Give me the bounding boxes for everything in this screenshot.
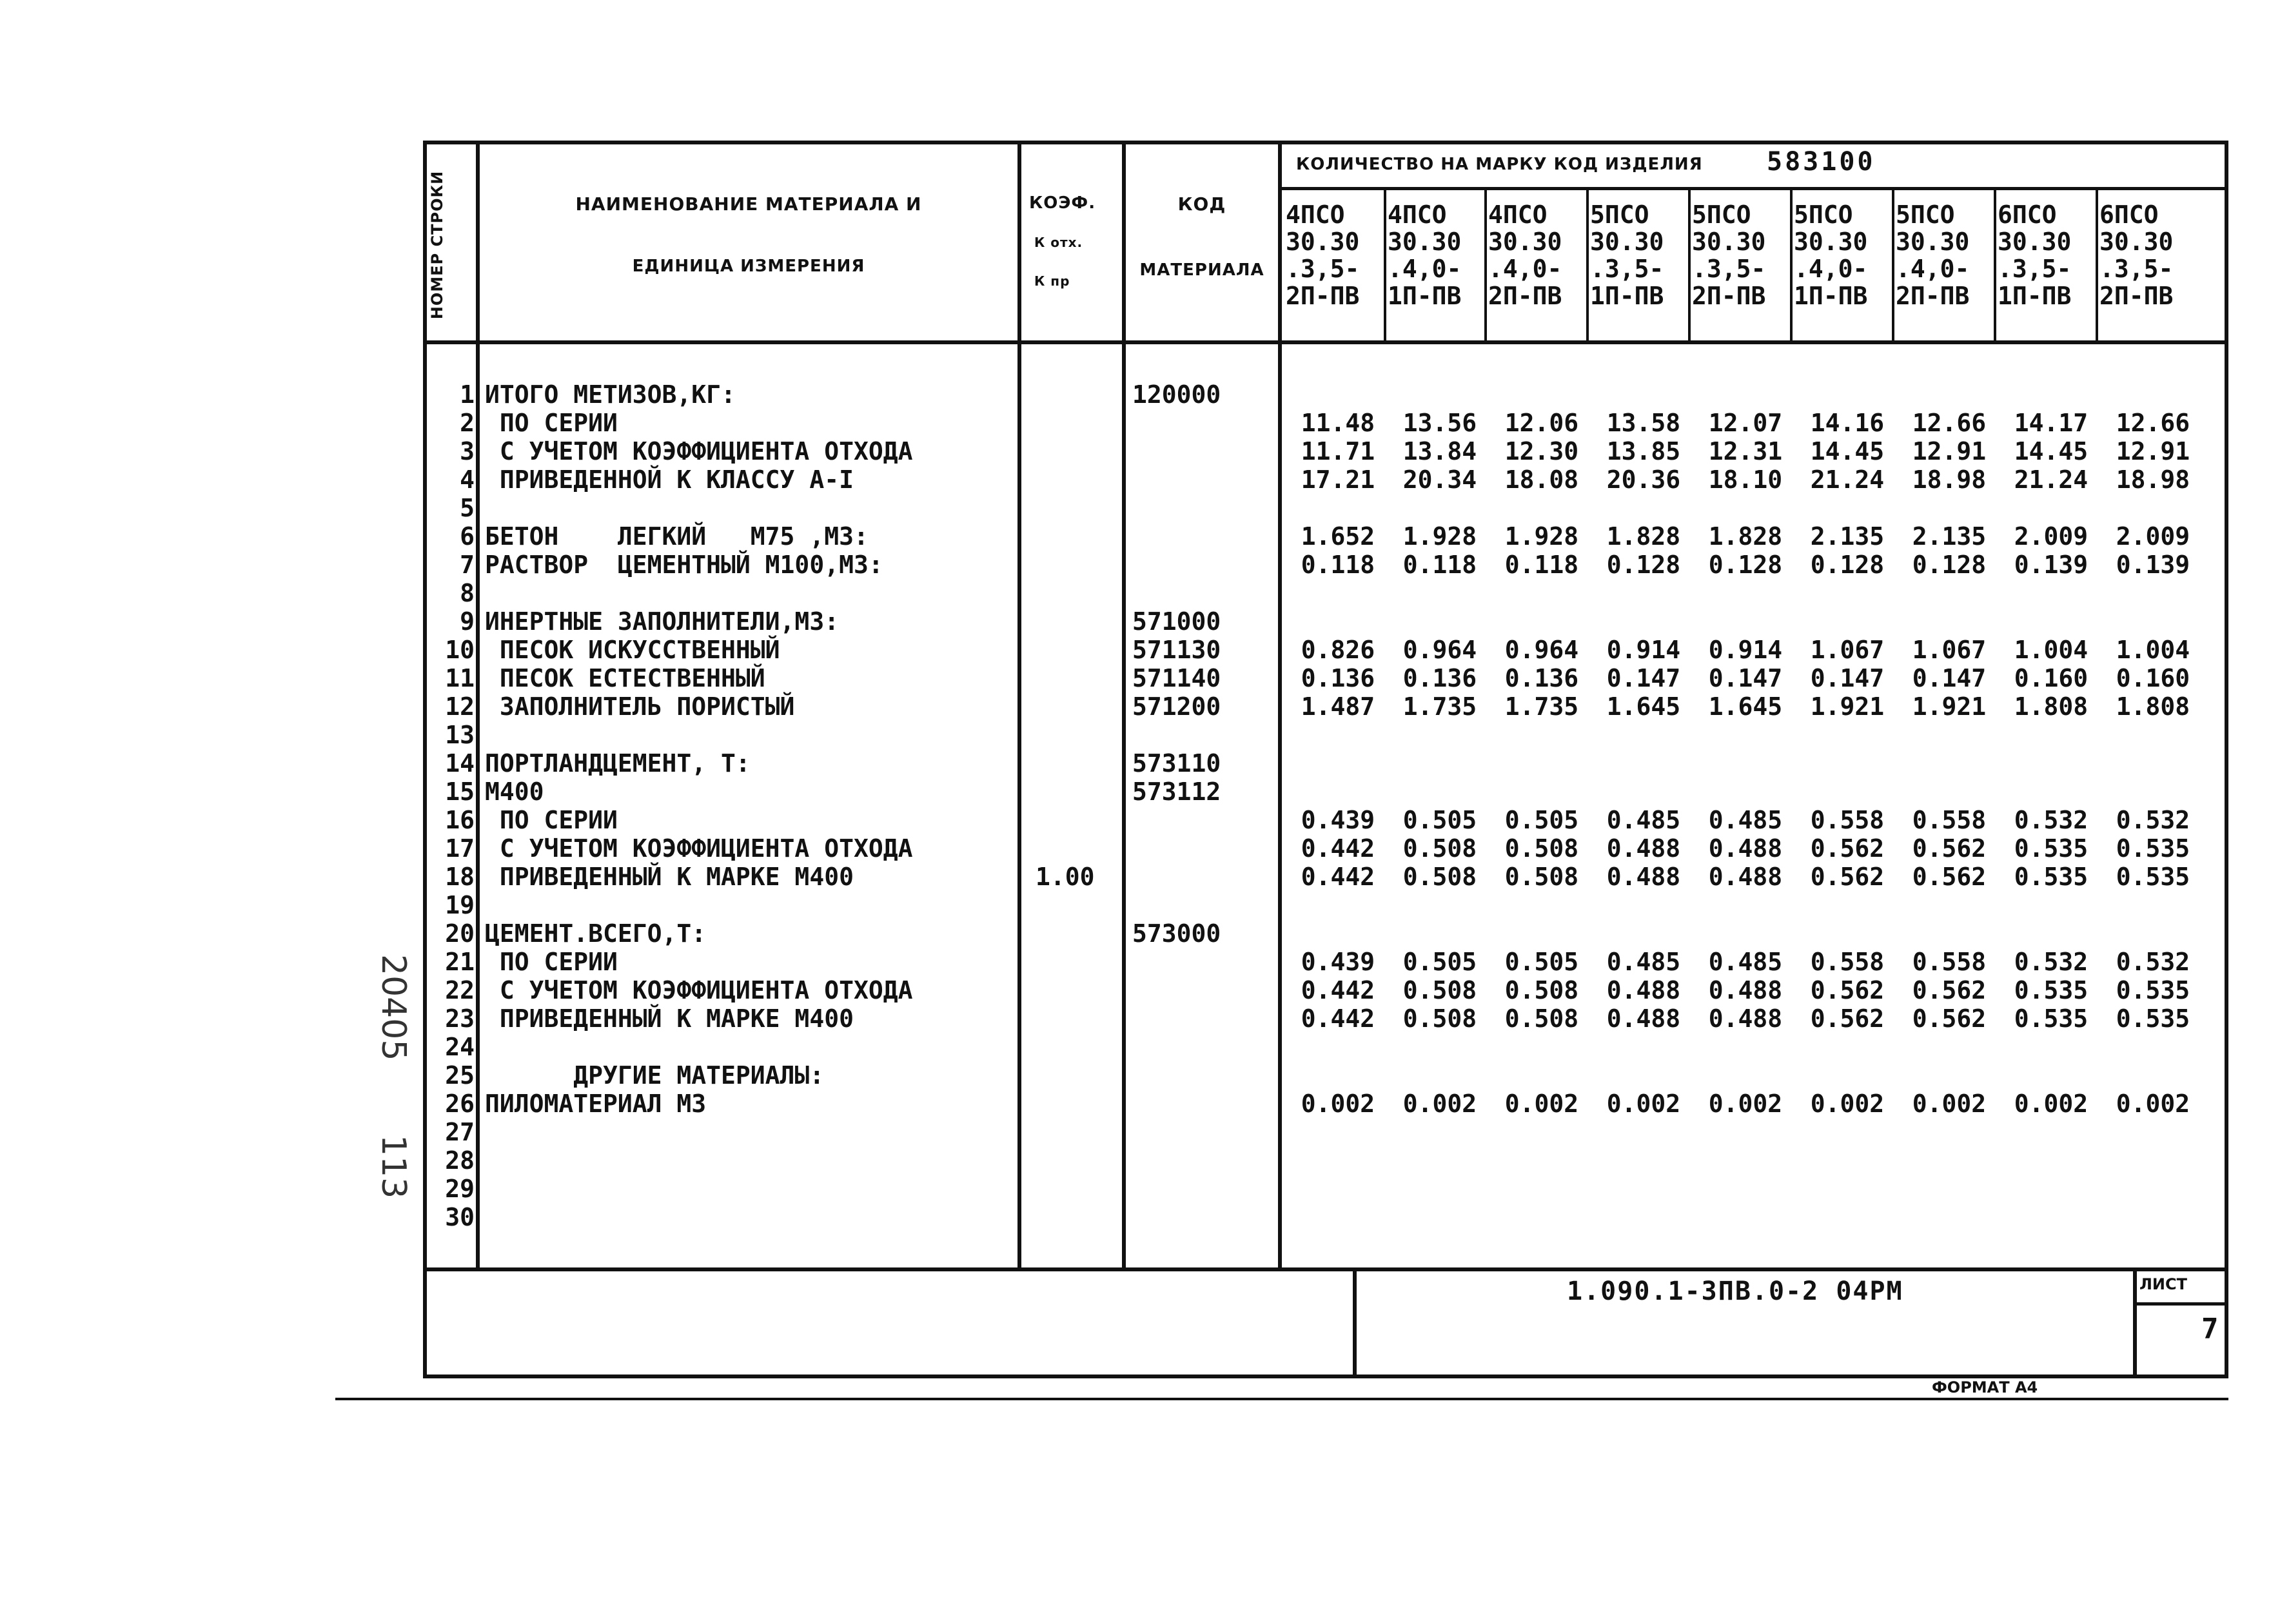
row-number: 17 [445,834,475,863]
quantity-cell: 0.136 [1504,664,1579,692]
product-header-line: .4,0- [1388,255,1462,283]
quantity-cell: 1.652 [1301,522,1375,551]
material-name: БЕТОН ЛЕГКИЙ М75 ,М3: [485,522,869,551]
quantity-cell: 0.442 [1301,863,1375,891]
quantity-cell: 0.002 [1402,1090,1477,1118]
quantity-cell: 0.439 [1301,948,1375,976]
row-number: 8 [460,579,475,607]
quantity-cell: 0.535 [2014,976,2088,1004]
quantity-cell: 0.826 [1301,636,1375,664]
material-name: С УЧЕТОМ КОЭФФИЦИЕНТА ОТХОДА [485,437,913,465]
coef-header-line1: КОЭФ. [1029,193,1096,213]
row-number: 23 [445,1004,475,1033]
quantity-cell: 0.535 [2116,834,2190,863]
product-header-line: .4,0- [1794,255,1868,283]
product-header-line: 2П-ПВ [1488,282,1562,310]
product-col-divider [1994,188,1996,342]
quantity-cell: 14.45 [1810,437,1885,465]
material-name: ПИЛОМАТЕРИАЛ М3 [485,1090,707,1118]
footer-sheet-divider [2133,1267,2137,1378]
material-code: 120000 [1132,380,1221,409]
page-base-line [335,1398,2228,1400]
header-divider [423,340,2228,344]
quantity-cell: 0.508 [1504,976,1579,1004]
product-header-line: 1П-ПВ [1590,282,1664,310]
quantity-cell: 0.442 [1301,1004,1375,1033]
quantity-cell: 0.558 [1912,806,1987,834]
row-number: 15 [445,778,475,806]
product-header-line: 5ПСО [1896,201,1955,229]
quantity-cell: 0.558 [1810,806,1885,834]
quantity-cell: 0.160 [2014,664,2088,692]
product-header-line: 30.30 [1998,228,2072,256]
row-number: 11 [445,664,475,692]
product-header-line: 30.30 [1692,228,1766,256]
quantity-cell: 0.147 [1810,664,1885,692]
row-number: 16 [445,806,475,834]
product-column-header [1488,201,1562,309]
quantity-cell: 0.139 [2116,551,2190,579]
product-column-header [1590,201,1664,309]
quantity-cell: 0.139 [2014,551,2088,579]
quantity-cell: 0.118 [1301,551,1375,579]
quantity-cell: 0.118 [1504,551,1579,579]
material-code: 571200 [1132,692,1221,721]
quantity-cell: 0.505 [1402,806,1477,834]
quantity-cell: 0.535 [2116,976,2190,1004]
quantity-cell: 1.067 [1912,636,1987,664]
quantity-cell: 12.30 [1504,437,1579,465]
row-number: 7 [460,551,475,579]
material-code: 571130 [1132,636,1221,664]
product-header-line: 30.30 [2099,228,2174,256]
product-header-line: 2П-ПВ [1692,282,1766,310]
quantity-cell: 12.66 [1912,409,1987,437]
row-number-header: НОМЕР СТРОКИ [428,170,446,320]
product-header-line: .3,5- [1590,255,1664,283]
product-header-line: 30.30 [1794,228,1868,256]
quantity-cell: 1.735 [1504,692,1579,721]
quantity-cell: 0.508 [1402,1004,1477,1033]
row-number: 27 [445,1118,475,1146]
product-col-divider [1892,188,1894,342]
quantity-cell: 1.067 [1810,636,1885,664]
product-column-header [2099,201,2173,309]
quantity-cell: 0.488 [1708,863,1783,891]
quantity-cell: 0.562 [1810,834,1885,863]
product-column-header [1692,201,1765,309]
quantity-cell: 0.488 [1708,1004,1783,1033]
quantity-cell: 0.147 [1606,664,1681,692]
row-number: 25 [445,1061,475,1090]
quantity-cell: 0.488 [1606,863,1681,891]
quantity-cell: 0.508 [1504,834,1579,863]
quantity-header-divider [1282,187,2228,190]
quantity-cell: 0.505 [1504,948,1579,976]
quantity-cell: 0.002 [1504,1090,1579,1118]
quantity-cell: 0.442 [1301,834,1375,863]
material-name: ПРИВЕДЕННЫЙ К МАРКЕ М400 [485,1004,854,1033]
material-name: ПЕСОК ЕСТЕСТВЕННЫЙ [485,664,765,692]
quantity-cell: 0.488 [1606,1004,1681,1033]
quantity-cell: 0.128 [1708,551,1783,579]
material-name: ИТОГО МЕТИЗОВ,КГ: [485,380,736,409]
quantity-cell: 0.964 [1504,636,1579,664]
product-header-line: 5ПСО [1692,201,1751,229]
product-header-line: 30.30 [1388,228,1462,256]
quantity-cell: 1.828 [1606,522,1681,551]
col-divider-rownum [476,141,480,1269]
quantity-cell: 0.147 [1912,664,1987,692]
format-label: ФОРМАТ А4 [1932,1378,2038,1396]
quantity-cell: 2.009 [2014,522,2088,551]
row-number: 30 [445,1203,475,1231]
quantity-cell: 17.21 [1301,465,1375,494]
quantity-cell: 13.84 [1402,437,1477,465]
quantity-cell: 18.98 [2116,465,2190,494]
quantity-cell: 1.645 [1606,692,1681,721]
quantity-cell: 0.002 [2116,1090,2190,1118]
material-name-header-line2: ЕДИНИЦА ИЗМЕРЕНИЯ [632,257,865,276]
coef-header-line2: К отх. [1034,235,1083,250]
product-column-header [1286,201,1359,309]
row-number: 24 [445,1033,475,1061]
col-divider-name [1017,141,1021,1269]
quantity-cell: 0.128 [1912,551,1987,579]
quantity-cell: 1.828 [1708,522,1783,551]
material-name: ПО СЕРИИ [485,806,618,834]
quantity-cell: 0.128 [1810,551,1885,579]
material-name: РАСТВОР ЦЕМЕНТНЫЙ М100,М3: [485,551,883,579]
quantity-cell: 12.06 [1504,409,1579,437]
product-column-header [1998,201,2071,309]
row-number: 13 [445,721,475,749]
material-name: М400 [485,778,544,806]
row-number: 9 [460,607,475,636]
quantity-cell: 0.532 [2116,948,2190,976]
material-name: ДРУГИЕ МАТЕРИАЛЫ: [485,1061,825,1090]
code-header-line2: МАТЕРИАЛА [1139,260,1264,280]
quantity-cell: 0.535 [2014,1004,2088,1033]
material-code: 573000 [1132,919,1221,948]
coefficient: 1.00 [1036,863,1095,891]
material-name-header-line1: НАИМЕНОВАНИЕ МАТЕРИАЛА И [575,193,922,215]
quantity-cell: 1.487 [1301,692,1375,721]
quantity-cell: 0.532 [2014,806,2088,834]
quantity-cell: 1.004 [2014,636,2088,664]
material-name: ЗАПОЛНИТЕЛЬ ПОРИСТЫЙ [485,692,795,721]
product-header-line: 1П-ПВ [1388,282,1462,310]
product-header-line: .3,5- [2099,255,2174,283]
quantity-cell: 0.002 [1301,1090,1375,1118]
quantity-cell: 0.002 [1912,1090,1987,1118]
quantity-cell: 0.147 [1708,664,1783,692]
quantity-cell: 0.442 [1301,976,1375,1004]
quantity-cell: 0.562 [1912,1004,1987,1033]
quantity-cell: 0.002 [1708,1090,1783,1118]
product-header-line: 4ПСО [1488,201,1548,229]
quantity-cell: 1.645 [1708,692,1783,721]
quantity-cell: 0.964 [1402,636,1477,664]
quantity-cell: 0.562 [1912,976,1987,1004]
quantity-cell: 11.71 [1301,437,1375,465]
material-code: 571000 [1132,607,1221,636]
product-header-line: 5ПСО [1794,201,1853,229]
product-header-line: 4ПСО [1286,201,1345,229]
product-header-line: .4,0- [1488,255,1562,283]
product-col-divider [1484,188,1487,342]
product-header-line: .4,0- [1896,255,1970,283]
quantity-cell: 0.532 [2116,806,2190,834]
quantity-cell: 2.135 [1810,522,1885,551]
material-name: ПО СЕРИИ [485,948,618,976]
quantity-cell: 0.002 [1606,1090,1681,1118]
quantity-cell: 0.562 [1810,1004,1885,1033]
code-header-line1: КОД [1177,193,1226,215]
quantity-cell: 11.48 [1301,409,1375,437]
quantity-cell: 18.08 [1504,465,1579,494]
material-name: ИНЕРТНЫЕ ЗАПОЛНИТЕЛИ,М3: [485,607,840,636]
quantity-cell: 0.508 [1504,863,1579,891]
quantity-cell: 0.118 [1402,551,1477,579]
row-number: 3 [460,437,475,465]
quantity-cell: 0.535 [2116,1004,2190,1033]
row-number: 6 [460,522,475,551]
row-number: 26 [445,1090,475,1118]
quantity-cell: 0.505 [1402,948,1477,976]
quantity-cell: 1.921 [1810,692,1885,721]
coef-header-line3: К пр [1034,273,1070,289]
quantity-cell: 0.558 [1810,948,1885,976]
row-number: 28 [445,1146,475,1175]
quantity-cell: 0.488 [1708,976,1783,1004]
document-code: 1.090.1-3ПВ.0-2 04РМ [1567,1277,1903,1306]
material-name: ПРИВЕДЕННЫЙ К МАРКЕ М400 [485,863,854,891]
quantity-cell: 0.508 [1402,976,1477,1004]
col-divider-code [1278,141,1282,1269]
row-number: 1 [460,380,475,409]
quantity-cell: 1.928 [1402,522,1477,551]
product-header-line: 30.30 [1488,228,1562,256]
quantity-cell: 12.07 [1708,409,1783,437]
quantity-cell: 0.488 [1708,834,1783,863]
quantity-cell: 13.85 [1606,437,1681,465]
quantity-cell: 0.128 [1606,551,1681,579]
quantity-cell: 1.004 [2116,636,2190,664]
product-header-line: 30.30 [1286,228,1360,256]
quantity-cell: 1.928 [1504,522,1579,551]
product-header-line: 30.30 [1590,228,1664,256]
product-header-line: 4ПСО [1388,201,1447,229]
quantity-cell: 0.136 [1301,664,1375,692]
quantity-cell: 12.91 [1912,437,1987,465]
inventory-number: 20405 [374,954,413,1061]
row-number: 2 [460,409,475,437]
sheet-label: ЛИСТ [2139,1275,2188,1293]
quantity-cell: 0.508 [1402,834,1477,863]
material-name: ПО СЕРИИ [485,409,618,437]
quantity-cell: 13.58 [1606,409,1681,437]
product-col-divider [2096,188,2098,342]
quantity-cell: 12.91 [2116,437,2190,465]
product-header-line: 2П-ПВ [2099,282,2174,310]
quantity-cell: 21.24 [1810,465,1885,494]
row-number: 20 [445,919,475,948]
material-name: ПЕСОК ИСКУССТВЕННЫЙ [485,636,780,664]
quantity-cell: 12.66 [2116,409,2190,437]
quantity-cell: 18.10 [1708,465,1783,494]
material-name: С УЧЕТОМ КОЭФФИЦИЕНТА ОТХОДА [485,834,913,863]
product-header-line: 1П-ПВ [1794,282,1868,310]
quantity-cell: 0.488 [1606,834,1681,863]
quantity-cell: 0.535 [2014,834,2088,863]
quantity-cell: 12.31 [1708,437,1783,465]
product-header-line: 2П-ПВ [1896,282,1970,310]
quantity-cell: 0.535 [2116,863,2190,891]
product-col-divider [1384,188,1386,342]
body-bottom-line [423,1267,2228,1271]
quantity-cell: 0.485 [1606,806,1681,834]
footer-divider [1353,1267,1357,1378]
row-number: 29 [445,1175,475,1203]
quantity-cell: 18.98 [1912,465,1987,494]
product-col-divider [1586,188,1589,342]
quantity-cell: 0.505 [1504,806,1579,834]
material-code: 573112 [1132,778,1221,806]
quantity-cell: 1.735 [1402,692,1477,721]
quantity-cell: 0.508 [1504,1004,1579,1033]
product-column-header [1794,201,1867,309]
quantity-cell: 0.562 [1912,834,1987,863]
row-number: 19 [445,891,475,919]
quantity-cell: 14.45 [2014,437,2088,465]
row-number: 10 [445,636,475,664]
product-header-line: 1П-ПВ [1998,282,2072,310]
row-number: 14 [445,749,475,778]
quantity-cell: 0.562 [1912,863,1987,891]
product-header-line: 2П-ПВ [1286,282,1360,310]
page-number-mark: 113 [374,1135,413,1199]
quantity-cell: 21.24 [2014,465,2088,494]
quantity-cell: 0.914 [1708,636,1783,664]
quantity-cell: 2.009 [2116,522,2190,551]
material-code: 571140 [1132,664,1221,692]
product-header-line: .3,5- [1692,255,1766,283]
quantity-cell: 0.535 [2014,863,2088,891]
material-name: ЦЕМЕНТ.ВСЕГО,Т: [485,919,707,948]
quantity-cell: 20.36 [1606,465,1681,494]
product-column-header [1388,201,1461,309]
col-divider-coef [1122,141,1126,1269]
row-number: 18 [445,863,475,891]
quantity-cell: 0.002 [2014,1090,2088,1118]
row-number: 12 [445,692,475,721]
quantity-cell: 0.532 [2014,948,2088,976]
quantity-cell: 14.16 [1810,409,1885,437]
material-name: ПРИВЕДЕННОЙ К КЛАССУ А-I [485,465,854,494]
quantity-cell: 0.562 [1810,863,1885,891]
quantity-cell: 0.136 [1402,664,1477,692]
quantity-cell: 0.439 [1301,806,1375,834]
product-code: 583100 [1767,147,1876,177]
product-header-line: 6ПСО [1998,201,2057,229]
product-header-line: 6ПСО [2099,201,2159,229]
product-col-divider [1688,188,1691,342]
quantity-cell: 0.485 [1708,948,1783,976]
quantity-cell: 13.56 [1402,409,1477,437]
quantity-cell: 0.002 [1810,1090,1885,1118]
product-column-header [1896,201,1969,309]
quantity-cell: 1.808 [2116,692,2190,721]
quantity-cell: 0.485 [1606,948,1681,976]
quantity-cell: 0.558 [1912,948,1987,976]
quantity-cell: 1.808 [2014,692,2088,721]
quantity-cell: 0.488 [1606,976,1681,1004]
product-header-line: .3,5- [1286,255,1360,283]
material-code: 573110 [1132,749,1221,778]
row-number: 22 [445,976,475,1004]
quantity-cell: 2.135 [1912,522,1987,551]
row-number: 5 [460,494,475,522]
quantity-cell: 0.160 [2116,664,2190,692]
quantity-cell: 14.17 [2014,409,2088,437]
sheet-number: 7 [2201,1313,2219,1345]
product-header-line: .3,5- [1998,255,2072,283]
row-number: 21 [445,948,475,976]
quantity-cell: 1.921 [1912,692,1987,721]
quantity-cell: 20.34 [1402,465,1477,494]
product-header-line: 5ПСО [1590,201,1649,229]
row-number: 4 [460,465,475,494]
product-header-line: 30.30 [1896,228,1970,256]
quantity-cell: 0.485 [1708,806,1783,834]
material-name: С УЧЕТОМ КОЭФФИЦИЕНТА ОТХОДА [485,976,913,1004]
material-name: ПОРТЛАНДЦЕМЕНТ, Т: [485,749,751,778]
quantity-cell: 0.508 [1402,863,1477,891]
product-col-divider [1790,188,1793,342]
quantity-header-label: КОЛИЧЕСТВО НА МАРКУ КОД ИЗДЕЛИЯ [1296,155,1703,174]
quantity-cell: 0.562 [1810,976,1885,1004]
quantity-cell: 0.914 [1606,636,1681,664]
footer-sheet-line [2133,1302,2228,1306]
